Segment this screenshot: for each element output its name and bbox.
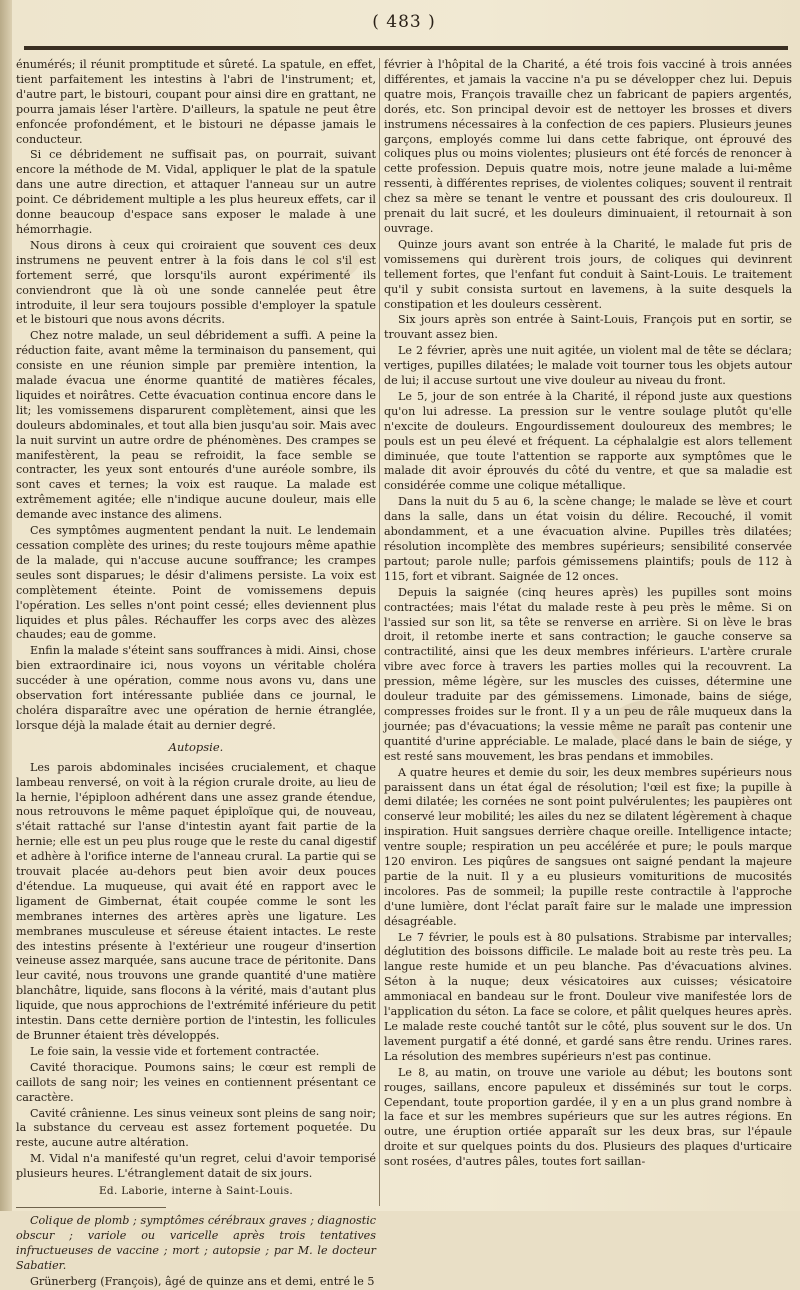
paragraph: Le foie sain, la vessie vide et fortement contractée. bbox=[30, 1044, 320, 1058]
paragraph: Cavité crânienne. Les sinus veineux sont pleins de sang noir; la substance du cerveau est assez fortement poquetée. Du reste, aucune autre altération. bbox=[16, 1106, 376, 1150]
section-divider bbox=[16, 1207, 166, 1208]
left-column bbox=[16, 58, 376, 1288]
paragraph: Six jours après son entrée à Saint-Louis, François put en sortir, se trouvant assez bien. bbox=[384, 313, 792, 342]
paragraph: Chez notre malade, un seul débridement a suffi. A peine la réduction faite, avant même la terminaison du pansement, qui consiste en une réunion simple par première intention, la malade évacua une énorme quantité de matières fécales, liquides et noirâtres. Cette évacuation continua encore dans le lit; les vomissemens disparurent complètement, ainsi que les douleurs abdominales, et tout alla bien jusqu'au soir. Mais avec la nuit survint un autre ordre de phénomènes. Des crampes se manifestèrent, la peau se refroidit, la face semble se contracter, les yeux sont entourés d'une auréole sombre, ils sont caves et ternes; la voix est rauque. La malade est extrêmement agitée; elle n'indique aucune douleur, mais elle demande avec instance des alimens. bbox=[16, 329, 376, 522]
paragraph: Cavité thoracique. Poumons sains; le cœur est rempli de caillots de sang noir; les veines en contiennent présentant ce caractère. bbox=[16, 1060, 376, 1104]
paragraph: Le 7 février, le pouls est à 80 pulsations. Strabisme par intervalles; déglutition des boissons difficile. Le malade boit au reste très peu. La langue reste humide et un peu blanche. Pas d'évacuations alvines. Séton à la nuque; deux vésicatoires aux cuisses; vésicatoire ammoniacal en bandeau sur le front. Douleur vive manifestée lors de l'application du séton. La face se colore, et pâlit quelques heures après. Le malade reste couché tantôt sur le côté, plus souvent sur le dos. Un lavement purgatif a été donné, et gardé sans être rendu. Urines rares. La résolution des membres supérieurs n'est pas continue. bbox=[384, 930, 792, 1063]
paragraph: Le 8, au matin, on trouve une variole au début; les boutons sont rouges, saillans, encore papuleux et disséminés sur tout le corps. Cependant, toute proportion gardée, il y en a un plus grand nombre à la face et sur les membres supérieurs que sur les autres régions. En outre, une éruption ortiée apparaît sur les deux bras, sur l'épaule droite et sur quelques points du dos. Plusieurs des plaques d'urticaire sont rosées, d'autres pâles, toutes fort saillan- bbox=[384, 1065, 792, 1169]
page-header bbox=[14, 4, 794, 52]
right-column bbox=[384, 58, 792, 1208]
page-number: ( 483 ) bbox=[372, 12, 436, 32]
paragraph: M. Vidal n'a manifesté qu'un regret, celui d'avoir temporisé plusieurs heures. L'étranglement datait de six jours. bbox=[16, 1152, 376, 1181]
section-title-autopsie: Autopsie. bbox=[168, 739, 224, 754]
paragraph: Si ce débridement ne suffisait pas, on pourrait, suivant encore la méthode de M. Vidal, appliquer le plat de la spatule dans une autre direction, et attaquer l'anneau sur un autre point. Ce débridement multiple a les plus heureux effets, car il donne beaucoup d'espace sans exposer le malade à une hémorrhagie. bbox=[16, 148, 376, 236]
paragraph: Depuis la saignée (cinq heures après) les pupilles sont moins contractées; mais l'état du malade reste à peu près le même. Si on l'assied sur son lit, sa tête se renverse en arrière. Si on lève le bras droit, il retombe inerte et sans contraction; le gauche conserve sa contractilité, ainsi que les deux membres inférieurs. L'artère crurale vibre avec force à travers les parties molles qui la recouvrent. La pression, même légère, sur les muscles des cuisses, détermine une douleur traduite par des gémissemens. Limonade, bains de siége, compresses froides sur le front. Il y a un peu de râle muqueux dans la journée; pas d'évacuations; la vessie même ne paraît pas contenir une quantité d'urine appréciable. Le malade, placé dans le bain de siége, y est resté sans mouvement, les bras pendans et immobiles. bbox=[384, 585, 792, 763]
paragraph: Le 5, jour de son entrée à la Charité, il répond juste aux questions qu'on lui adresse. La pression sur le ventre soulage plutôt qu'elle n'excite de douleurs. Engourdissement douloureux des membres; le pouls est un peu élevé et fréquent. La céphalalgie est alors tellement diminuée, que toute l'attention se rapporte aux symptômes que le malade dit avoir éprouvés du côté du ventre, et que sa maladie est considérée comme une colique métallique. bbox=[384, 389, 792, 493]
paragraph: Les parois abdominales incisées crucialement, et chaque lambeau renversé, on voit à la région crurale droite, au lieu de la hernie, l'épiploon adhérent dans une assez grande étendue, nous retrouvons le même paquet épiploïque qui, de nouveau, s'était rattaché sur l'anse d'intestin ayant fait partie de la hernie; elle est un peu plus rouge que le reste du canal digestif et adhère à l'orifice interne de l'anneau crural. La partie qui se trouvait placée au-dehors peut bien avoir deux pouces d'étendue. La muqueuse, qui avait été en rapport avec le ligament de Gimbernat, était coupée comme le sont les membranes internes des artères après une ligature. Les membranes musculeuse et séreuse étaient intactes. Le reste des intestins présente à l'extérieur une rougeur d'insertion veineuse assez marquée, sans aucune trace de péritonite. Dans leur cavité, nous trouvons une grande quantité d'une matière blanchâtre, liquide, sans flocons à la vérité, mais d'autant plus liquide, que nous approchions de l'extrémité inférieure du petit intestin. Dans cette dernière portion de l'intestin, les follicules de Brunner étaient très développés. bbox=[16, 760, 376, 1042]
binding-gutter bbox=[0, 0, 12, 1211]
paragraph: Enfin la malade s'éteint sans souffrances à midi. Ainsi, chose bien extraordinaire ici, nous voyons un véritable choléra succéder à une opération, comme nous avons vu, dans une observation fort intéressante publiée dans ce journal, le choléra disparaître avec une opération de hernie étranglée, lorsque déjà la malade était au dernier degré. bbox=[16, 644, 376, 732]
case-opening: Grünerberg (François), âgé de quinze ans et demi, entré le 5 bbox=[30, 1274, 375, 1288]
paragraph: énumérés; il réunit promptitude et sûreté. La spatule, en effet, tient parfaitement les intestins à l'abri de l'instrument; et, d'autre part, le bistouri, coupant pour ainsi dire en grattant, ne pourra jamais léser l'artère. D'ailleurs, la spatule ne peut être enfoncée profondément, et le bistouri ne dépasse jamais le conducteur. bbox=[16, 58, 376, 146]
case-title: Colique de plomb ; symptômes cérébraux graves ; diagnostic obscur ; variole ou varicelle après trois tentatives infructueuses de vaccine ; mort ; autopsie ; par M. le docteur Sabatier. bbox=[16, 1213, 376, 1272]
column-divider bbox=[379, 58, 380, 1206]
paragraph: Nous dirons à ceux qui croiraient que souvent ces deux instrumens ne peuvent entrer à la fois dans le col s'il est fortement serré, que lorsqu'ils auront expérimenté ils conviendront que là où une sonde cannelée peut être introduite, il leur sera toujours possible d'employer la spatule et le bistouri que nous avons décrits. bbox=[16, 238, 376, 327]
author-signature: Ed. Laborie, interne à Saint-Louis. bbox=[98, 1185, 294, 1198]
paragraph: Dans la nuit du 5 au 6, la scène change; le malade se lève et court dans la salle, dans un état voisin du délire. Recouché, il vomit abondamment, et a une évacuation alvine. Pupilles très dilatées; résolution incomplète des membres supérieurs; sensibilité conservée partout; parole nulle; parfois gémissemens plaintifs; pouls de 112 à 115, fort et vibrant. Saignée de 12 onces. bbox=[384, 495, 792, 583]
paragraph: A quatre heures et demie du soir, les deux membres supérieurs nous paraissent dans un état égal de résolution; l'œil est fixe; la pupille à demi dilatée; les cornées ne sont point pulvérulentes; les paupières ont conservé leur mobilité; les ailes du nez se dilatent légèrement à chaque inspiration. Huit sangsues derrière chaque oreille. Intelligence intacte; ventre souple; respiration un peu accélérée et pure; le pouls marque 120 environ. Les piqûres de sangsues ont saigné pendant la majeure partie de la nuit. Il y a eu plusieurs vomituritions de mucosités incolores. Pas de sommeil; la pupille reste contractile à l'approche d'une lumière, dont l'éclat paraît faire sur le malade une impression désagréable. bbox=[384, 765, 792, 928]
paragraph: Quinze jours avant son entrée à la Charité, le malade fut pris de vomissemens qui durèrent trois jours, de coliques qui devinrent tellement fortes, que l'enfant fut conduit à Saint-Louis. Le traitement qu'il y subit consista surtout en lavemens, à la suite desquels la constipation et les douleurs cessèrent. bbox=[384, 237, 792, 311]
paragraph: Ces symptômes augmentent pendant la nuit. Le lendemain cessation complète des urines; du reste toujours même apathie de la malade, qui n'accuse aucune souffrance; les crampes seules sont disparues; le désir d'alimens persiste. La voix est complètement éteinte. Point de vomissemens depuis l'opération. Les selles n'ont point cessé; elles deviennent plus liquides et plus pâles. Réchauffer les corps avec des alèzes chaudes; eau de gomme. bbox=[16, 524, 376, 642]
header-rule bbox=[24, 46, 788, 50]
paragraph: février à l'hôpital de la Charité, a été trois fois vacciné à trois années différentes, et jamais la vaccine n'a pu se développer chez lui. Depuis quatre mois, François travaille chez un fabricant de papiers argentés, dorés, etc. Son principal devoir est de nettoyer les brosses et divers instrumens nécessaires à la confection de ces papiers. Plusieurs jeunes garçons, employés comme lui dans cette fabrique, ont éprouvé des coliques plus ou moins violentes; plusieurs ont été forcés de renoncer à cette profession. Depuis quatre mois, notre jeune malade a lui-même ressenti, à différentes reprises, de violentes coliques; souvent il rentrait chez sa mère se tenant le ventre et poussant des cris douloureux. Il prenait du lait sucré, et les douleurs diminuaient, il retournait à son ouvrage. bbox=[384, 58, 792, 235]
paragraph: Le 2 février, après une nuit agitée, un violent mal de tête se déclara; vertiges, pupilles dilatées; le malade voit tourner tous les objets autour de lui; il accuse surtout une vive douleur au niveau du front. bbox=[384, 344, 792, 388]
